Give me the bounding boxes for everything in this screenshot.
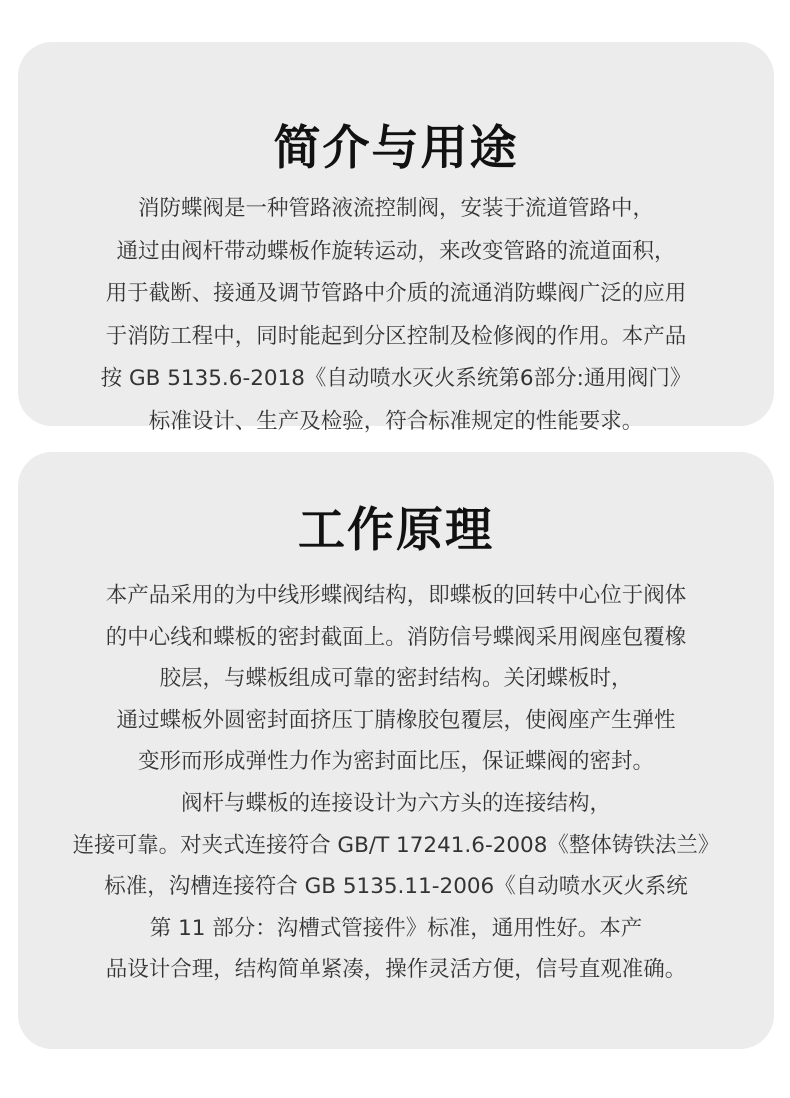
intro-title: 简介与用途	[273, 121, 519, 176]
intro-card	[18, 42, 774, 434]
principle-line: 标准，沟槽连接符合 GB 5135.11-2006《自动喷水灭火系统	[104, 874, 688, 900]
intro-body	[18, 188, 774, 443]
intro-line: 消防蝶阀是一种管路液流控制阀，安装于流道管路中，	[137, 196, 654, 221]
principle-line: 连接可靠。对夹式连接符合 GB/T 17241.6-2008《整体铸铁法兰》	[72, 832, 720, 858]
principle-line: 本产品采用的为中线形蝶阀结构，即蝶板的回转中心位于阀体	[105, 583, 687, 608]
principle-title: 工作原理	[298, 503, 494, 558]
intro-line: 用于截断、接通及调节管路中介质的流通消防蝶阀广泛的应用	[105, 281, 687, 306]
principle-card	[18, 452, 774, 1049]
principle-line: 变形而形成弹性力作为密封面比压，保证蝶阀的密封。	[137, 749, 654, 775]
intro-line: 标准设计、生产及检验，符合标准规定的性能要求。	[148, 408, 644, 434]
principle-line: 的中心线和蝶板的密封截面上。消防信号蝶阀采用阀座包覆橡	[105, 624, 687, 650]
principle-body	[18, 575, 774, 991]
intro-line: 按 GB 5135.6-2018《自动喷水灭火系统第6部分:通用阀门》	[100, 366, 692, 391]
principle-line: 品设计合理，结构简单紧凑，操作灵活方便，信号直观准确。	[105, 957, 687, 983]
intro-line: 于消防工程中，同时能起到分区控制及检修阀的作用。本产品	[105, 323, 687, 349]
intro-line: 通过由阀杆带动蝶板作旋转运动，来改变管路的流道面积，	[116, 238, 676, 264]
principle-line: 通过蝶板外圆密封面挤压丁腈橡胶包覆层，使阀座产生弹性	[116, 707, 676, 733]
principle-line: 阀杆与蝶板的连接设计为六方头的连接结构，	[180, 790, 611, 816]
principle-line: 胶层，与蝶板组成可靠的密封结构。关闭蝶板时，	[159, 666, 633, 692]
principle-line: 第 11 部分：沟槽式管接件》标准，通用性好。本产	[149, 915, 643, 941]
